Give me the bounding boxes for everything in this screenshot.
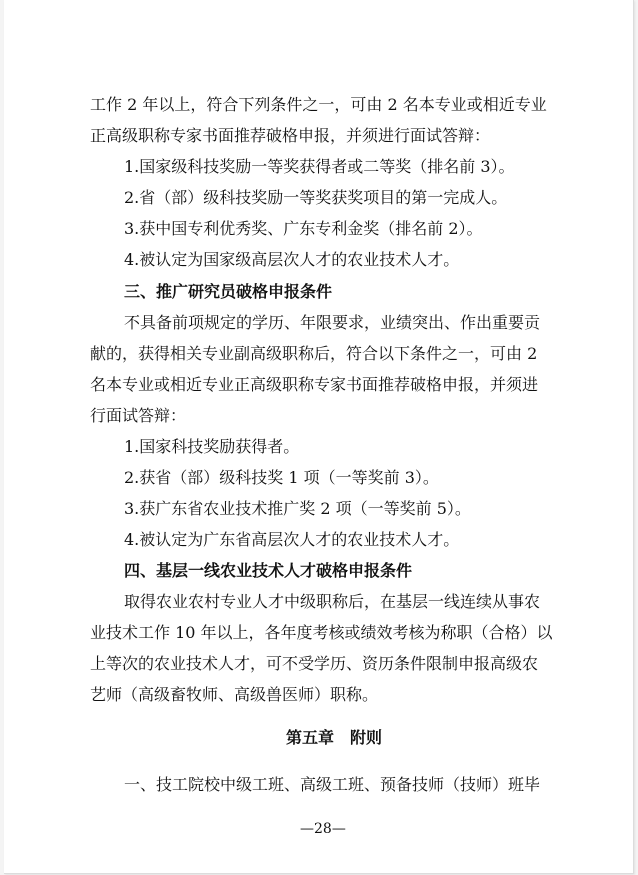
- body-line: 取得农业农村专业人才中级职称后，在基层一线连续从事农: [124, 592, 541, 611]
- body-line: 不具备前项规定的学历、年限要求，业绩突出、作出重要贡: [124, 313, 541, 332]
- document-page: [4, 0, 634, 874]
- list-item: 3.获广东省农业技术推广奖 2 项（一等奖前 5）。: [124, 499, 471, 518]
- body-line: 上等次的农业技术人才，可不受学历、资历条件限制申报高级农: [90, 654, 539, 673]
- list-item: 2.省（部）级科技奖励一等奖获奖项目的第一完成人。: [124, 188, 508, 207]
- page-number: —28—: [300, 821, 346, 837]
- body-line: 行面试答辩：: [90, 406, 187, 425]
- list-item: 4.被认定为国家级高层次人才的农业技术人才。: [124, 250, 460, 269]
- body-line: 献的，获得相关专业副高级职称后，符合以下条件之一，可由 2: [90, 344, 538, 363]
- section-heading: 三、推广研究员破格申报条件: [124, 282, 333, 301]
- list-item: 1.国家级科技奖励一等奖获得者或二等奖（排名前 3）。: [124, 157, 515, 176]
- body-line: 业技术工作 10 年以上，各年度考核或绩效考核为称职（合格）以: [90, 623, 553, 642]
- list-item: 1.国家科技奖励获得者。: [124, 437, 300, 456]
- body-line: 正高级职称专家书面推荐破格申报，并须进行面试答辩：: [90, 126, 491, 145]
- list-item: 3.获中国专利优秀奖、广东专利金奖（排名前 2）。: [124, 219, 483, 238]
- list-item: 4.被认定为广东省高层次人才的农业技术人才。: [124, 530, 460, 549]
- list-item: 2.获省（部）级科技奖 1 项（一等奖前 3）。: [124, 468, 439, 487]
- body-line: 名本专业或相近专业正高级职称专家书面推荐破格申报，并须进: [90, 375, 539, 394]
- section-heading: 四、基层一线农业技术人才破格申报条件: [124, 561, 413, 580]
- body-line: 一、技工院校中级工班、高级工班、预备技师（技师）班毕: [124, 775, 541, 794]
- body-line: 工作 2 年以上，符合下列条件之一，可由 2 名本专业或相近专业: [90, 95, 547, 114]
- chapter-heading: 第五章 附则: [286, 728, 383, 747]
- body-line: 艺师（高级畜牧师、高级兽医师）职称。: [90, 685, 379, 704]
